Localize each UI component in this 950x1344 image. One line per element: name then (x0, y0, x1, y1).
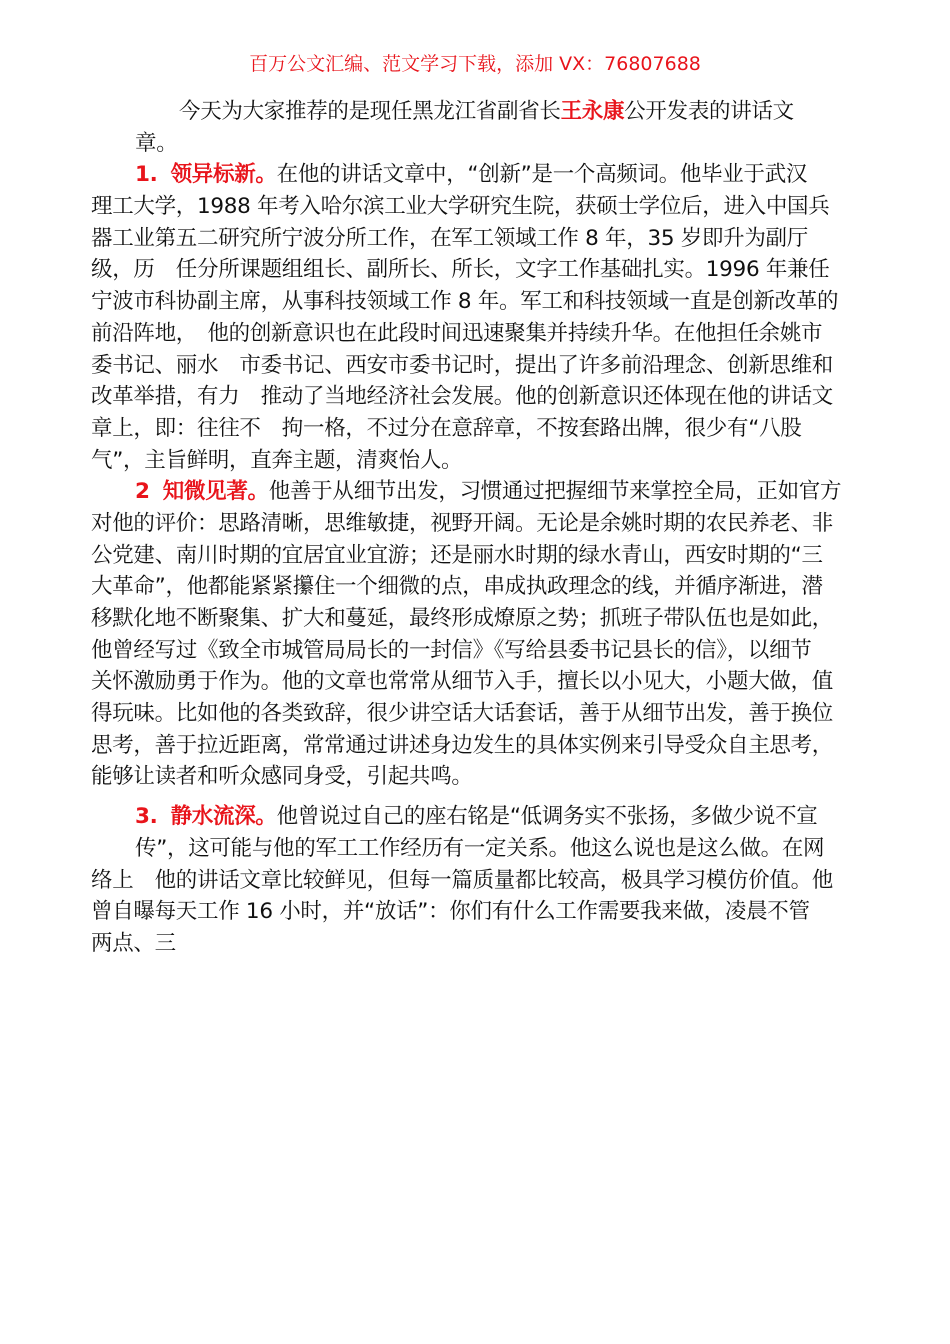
paragraph-line: 思考，善于拉近距离，常常通过讲述身边发生的具体实例来引导受众自主思考， (91, 732, 834, 758)
section-title: 静水流深。 (170, 804, 277, 830)
intro-line (91, 96, 871, 128)
paragraph-line: 委书记、丽水 市委书记、西安市委书记时，提出了许多前沿理念、创新思维和 (91, 352, 834, 378)
paragraph-line: 曾自曝每天工作 16 小时，并“放话”：你们有什么工作需要我来做，凌晨不管 (91, 899, 810, 925)
section-heading-line (91, 476, 871, 508)
section-number: 1. (135, 162, 158, 188)
paragraph-line: 络上 他的讲话文章比较鲜见，但每一篇质量都比较高，极具学习模仿价值。他 (91, 867, 834, 893)
intro-line: 章。 (135, 130, 178, 156)
intro-text: 公开发表的讲话文 (624, 99, 794, 124)
paragraph-text: 在他的讲话文章中，“创新”是一个高频词。他毕业于武汉 (276, 162, 808, 188)
paragraph-line: 前沿阵地， 他的创新意识也在此段时间迅速聚集并持续升华。在他担任余姚市 (91, 320, 823, 346)
paragraph-line: 移默化地不断聚集、扩大和蔓延，最终形成燎原之势；抓班子带队伍也是如此， (91, 606, 834, 631)
paragraph-line: 公党建、南川时期的宜居宜业宜游；还是丽水时期的绿水青山，西安时期的“三 (91, 542, 823, 568)
section-3 (91, 801, 871, 959)
section-number: 3. (135, 804, 158, 830)
section-1 (91, 159, 871, 476)
paragraph-line: 气”，主旨鲜明，直奔主题，清爽怡人。 (91, 447, 463, 473)
paragraph-line: 器工业第五二研究所宁波分所工作，在军工领域工作 8 年，35 岁即升为副厅 (91, 225, 808, 251)
section-number: 2 (135, 479, 150, 505)
section-heading-line (91, 801, 871, 833)
paragraph-text: 他善于从细节出发，习惯通过把握细节来掌控全局，正如官方 (268, 479, 842, 505)
paragraph-line: 得玩味。比如他的各类致辞，很少讲空话大话套话，善于从细节出发，善于换位 (91, 701, 834, 727)
paragraph-text: 他曾说过自己的座右铭是“低调务实不张扬，多做少说不宣 (276, 804, 818, 830)
paragraph-line: 对他的评价：思路清晰，思维敏捷，视野开阔。无论是余姚时期的农民养老、非 (91, 510, 834, 536)
intro-text: 今天为大家推荐的是现任黑龙江省副省长 (179, 99, 561, 124)
section-title: 领异标新。 (170, 162, 277, 188)
watermark-header: 百万公文汇编、范文学习下载，添加 VX：76807688 (249, 53, 701, 75)
paragraph-line: 改革举措，有力 推动了当地经济社会发展。他的创新意识还体现在他的讲话文 (91, 384, 834, 410)
paragraph-line: 关怀激励勇于作为。他的文章也常常从细节入手，擅长以小见大，小题大做，值 (91, 669, 834, 695)
paragraph-line: 宁波市科协副主席，从事科技领域工作 8 年。军工和科技领域一直是创新改革的 (91, 289, 839, 315)
paragraph-line: 传”，这可能与他的军工工作经历有一定关系。他这么说也是这么做。在网 (135, 835, 825, 861)
document-body (91, 96, 871, 960)
section-title: 知微见著。 (162, 479, 269, 505)
section-2 (91, 476, 871, 793)
paragraph-line: 级，历 任分所课题组组长、副所长、所长，文字工作基础扎实。1996 年兼任 (91, 257, 830, 283)
paragraph-line: 能够让读者和听众感同身受，引起共鸣。 (91, 764, 473, 790)
paragraph-line: 理工大学，1988 年考入哈尔滨工业大学研究生院，获硕士学位后，进入中国兵 (91, 194, 830, 220)
paragraph-line: 两点、三 (91, 930, 176, 956)
paragraph-line: 他曾经写过《致全市城管局局长的一封信》《写给县委书记县长的信》，以细节 (91, 637, 812, 663)
section-heading-line (91, 159, 871, 191)
highlighted-name: 王永康 (560, 99, 625, 124)
paragraph-line: 章上，即：往往不 拘一格，不过分在意辞章，不按套路出牌，很少有“八股 (91, 415, 802, 441)
paragraph-line: 大革命”，他都能紧紧攥住一个细微的点，串成执政理念的线，并循序渐进，潜 (91, 574, 823, 600)
